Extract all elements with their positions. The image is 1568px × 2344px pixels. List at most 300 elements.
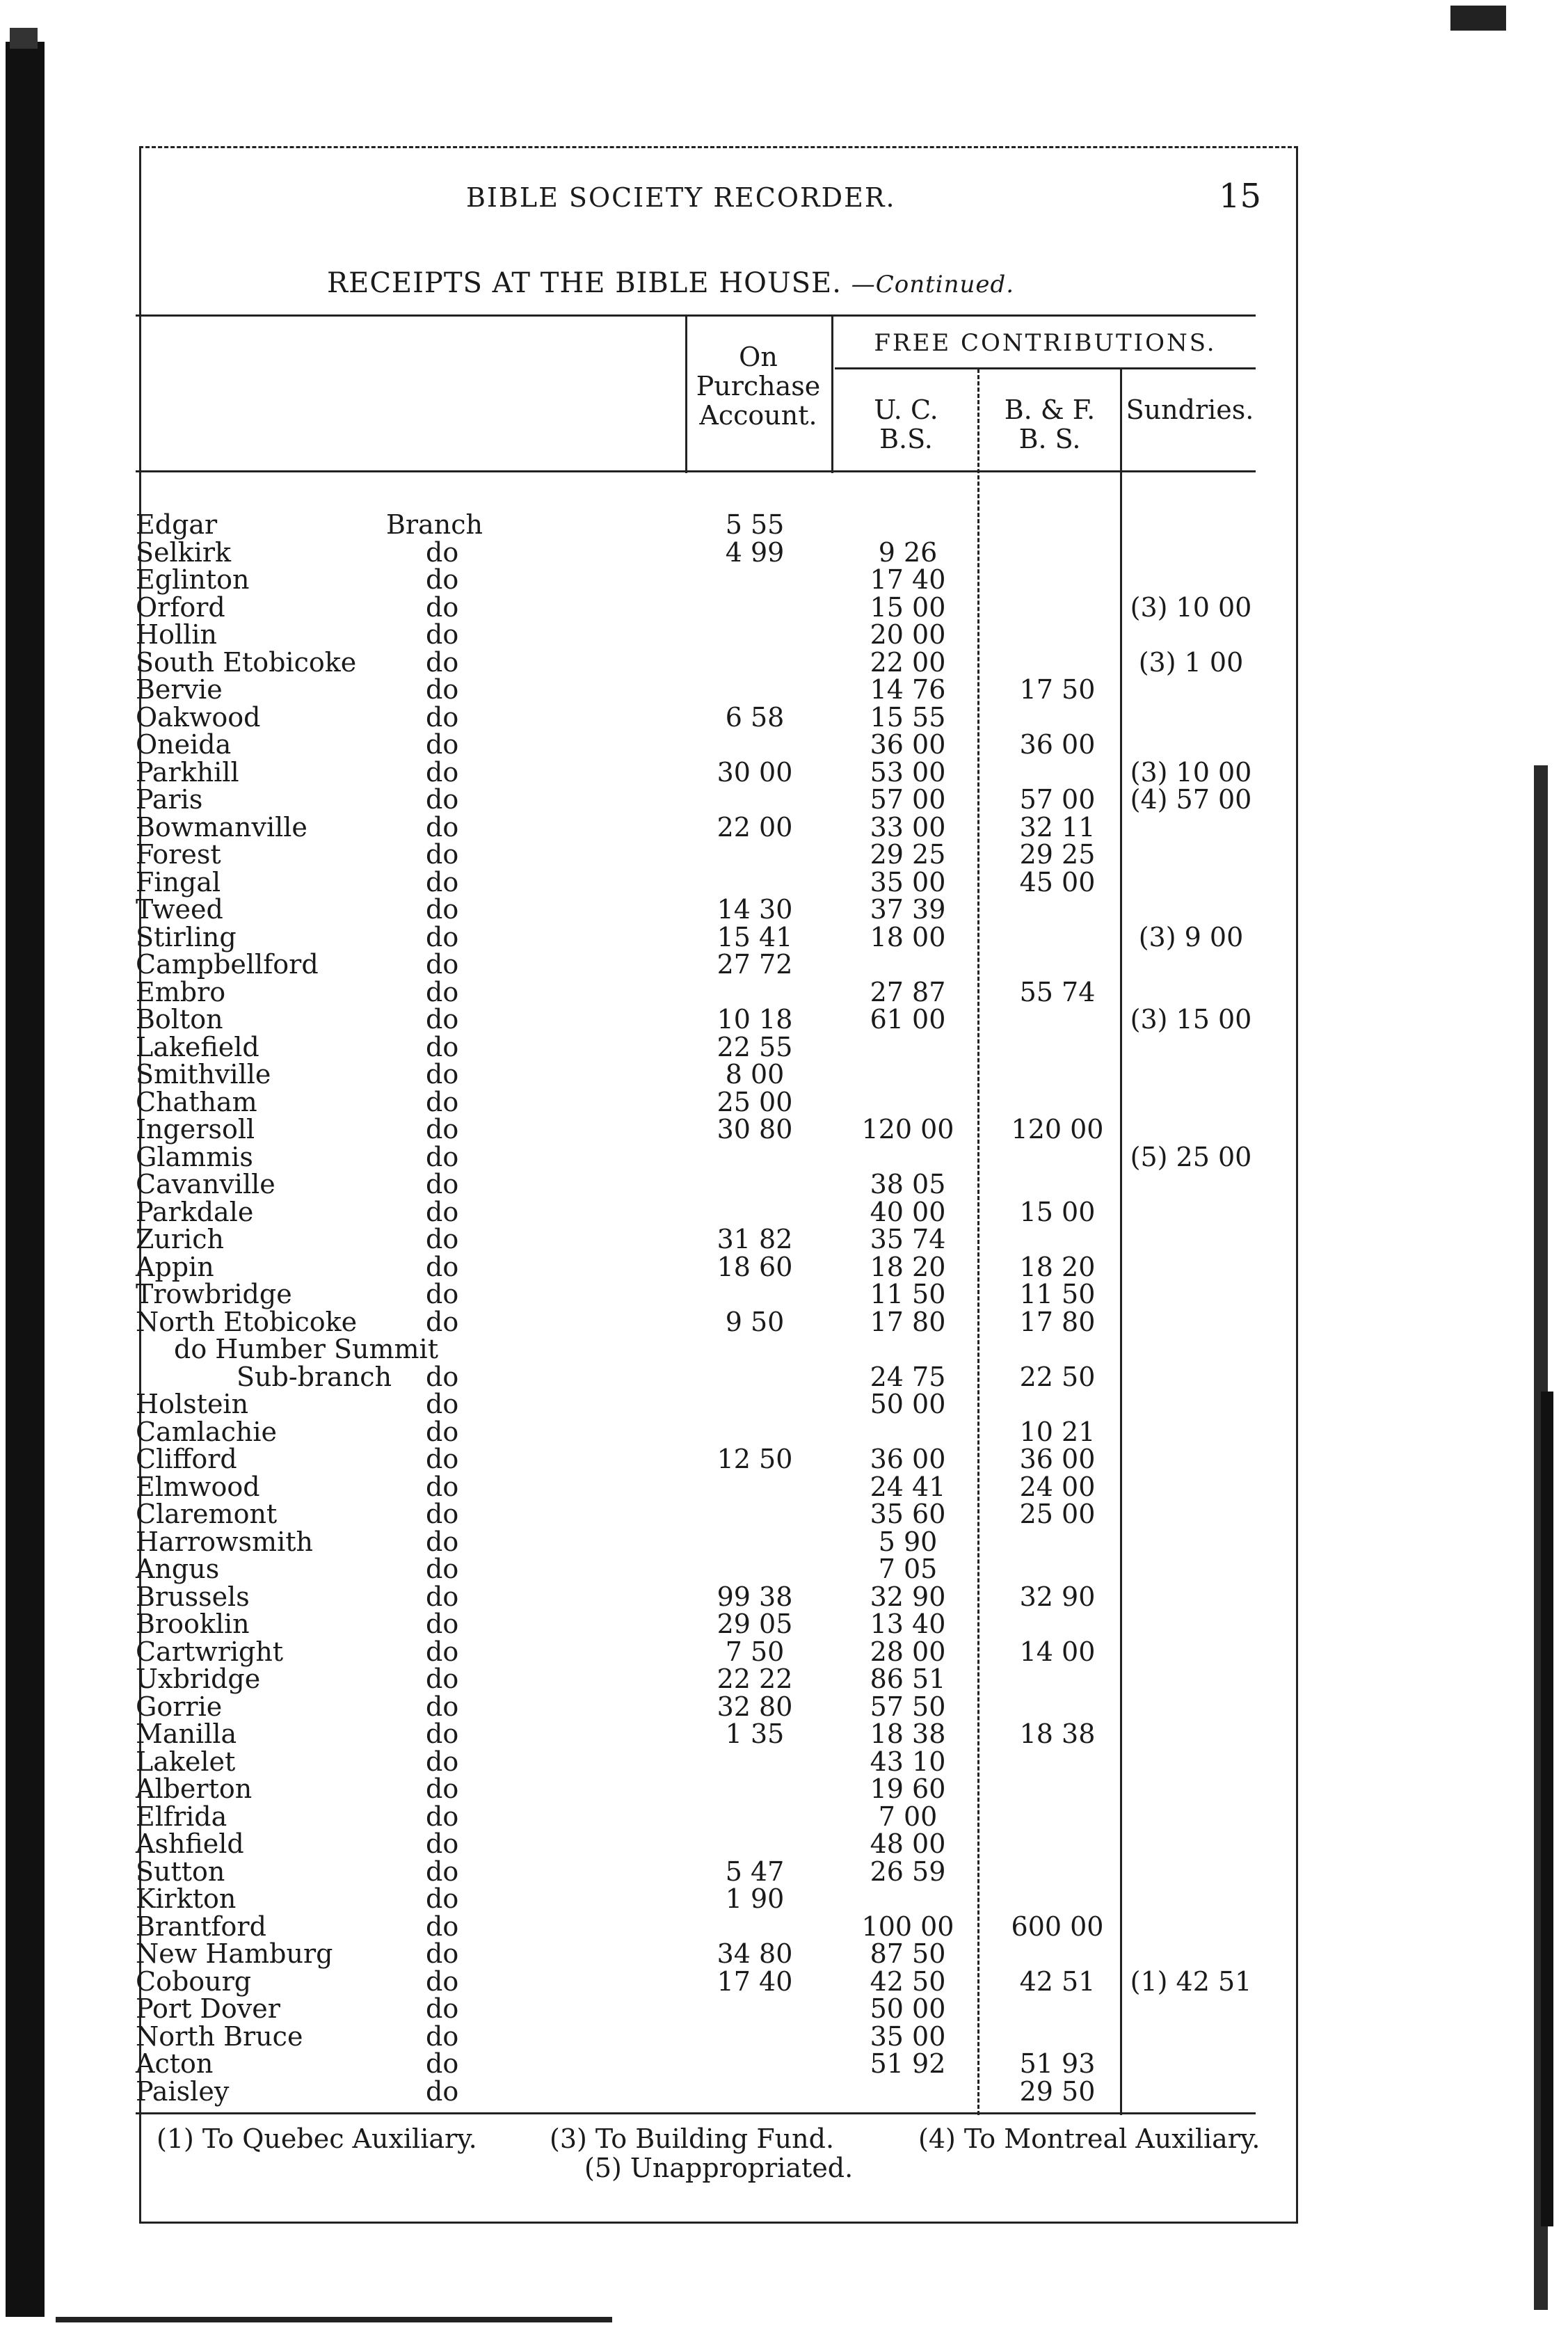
row-place-name: Zurich xyxy=(136,1224,224,1254)
dot-leader xyxy=(490,686,678,699)
table-row xyxy=(0,1446,1568,1473)
dot-leader xyxy=(987,1620,1115,1633)
cell-bfbs: 18 38 xyxy=(1019,1719,1096,1749)
table-row xyxy=(0,1336,1568,1363)
row-place-name: Claremont xyxy=(136,1499,278,1529)
dot-leader xyxy=(490,906,678,918)
dot-leader xyxy=(987,1538,1115,1551)
dot-leader xyxy=(490,1648,678,1661)
dot-leader xyxy=(1128,1291,1254,1303)
cell-purchase: 15 41 xyxy=(717,921,793,952)
table-row xyxy=(0,1773,1568,1804)
cell-bfbs: 29 50 xyxy=(1019,2075,1096,2107)
cell-ucbs: 35 00 xyxy=(870,866,946,898)
table-row xyxy=(0,646,1568,678)
cell-purchase: 30 00 xyxy=(717,756,793,788)
table-row xyxy=(0,566,1568,593)
cell-ucbs: 14 76 xyxy=(870,674,946,705)
row-place-name: Lakefield xyxy=(136,1031,259,1062)
row-type: do xyxy=(426,811,459,843)
row-place-name: Port Dover xyxy=(136,1993,280,2024)
row-place-name: Parkhill xyxy=(136,756,239,788)
row-place-name: Clifford xyxy=(136,1444,237,1474)
table-row xyxy=(0,1031,1568,1062)
dot-leader xyxy=(987,1675,1115,1688)
table-row xyxy=(0,1556,1568,1583)
cell-ucbs: 24 41 xyxy=(870,1471,946,1502)
dot-leader xyxy=(1128,549,1254,561)
dot-leader xyxy=(490,659,678,671)
table-row xyxy=(0,1086,1568,1117)
dot-leader xyxy=(1128,1703,1254,1716)
dot-leader xyxy=(987,714,1115,726)
row-type: do xyxy=(426,976,459,1007)
row-place-name: North Bruce xyxy=(136,2020,303,2052)
dot-leader xyxy=(987,769,1115,781)
table-row xyxy=(0,1306,1568,1337)
cell-bfbs: 55 74 xyxy=(1019,976,1096,1007)
dot-leader xyxy=(691,1154,818,1166)
cell-purchase: 34 80 xyxy=(717,1938,793,1969)
dot-leader xyxy=(1128,714,1254,726)
dot-leader xyxy=(490,1895,678,1908)
cell-purchase: 17 40 xyxy=(717,1966,793,1997)
dot-leader xyxy=(1128,1758,1254,1771)
table-row xyxy=(0,621,1568,648)
purchase-right-rule xyxy=(831,317,833,473)
dot-leader xyxy=(1128,1456,1254,1468)
table-row xyxy=(0,1666,1568,1693)
row-place-name: New Hamburg xyxy=(136,1938,333,1969)
dot-leader xyxy=(1128,631,1254,644)
cell-ucbs: 57 50 xyxy=(870,1691,946,1722)
dot-leader xyxy=(490,796,678,808)
cell-purchase: 27 72 xyxy=(717,949,793,980)
dot-leader xyxy=(490,879,678,891)
cell-purchase: 22 22 xyxy=(717,1664,793,1694)
dot-leader xyxy=(490,1620,678,1633)
row-place-name: Chatham xyxy=(136,1086,257,1117)
table-row xyxy=(0,701,1568,733)
cell-purchase: 99 38 xyxy=(717,1581,793,1612)
dot-leader xyxy=(691,2088,818,2100)
row-type: do xyxy=(426,921,459,952)
table-row xyxy=(0,1693,1568,1721)
cell-purchase: 1 35 xyxy=(725,1719,785,1749)
free-contributions-header: FREE CONTRIBUTIONS. xyxy=(874,329,1217,357)
row-place-name: Kirkton xyxy=(136,1883,237,1914)
row-type: do xyxy=(426,1141,459,1172)
dot-leader xyxy=(691,1923,818,1936)
cell-ucbs: 27 87 xyxy=(870,976,946,1007)
row-type: do xyxy=(426,1086,459,1117)
dot-leader xyxy=(490,604,678,616)
row-type: do xyxy=(426,839,459,870)
dot-leader xyxy=(490,1758,678,1771)
cell-sundries: (4) 57 00 xyxy=(1130,784,1252,815)
row-place-name: Angus xyxy=(136,1554,220,1584)
table-row xyxy=(0,1940,1568,1968)
row-type: do xyxy=(426,1059,459,1090)
cell-bfbs: 51 93 xyxy=(1019,2048,1096,2079)
dot-leader xyxy=(987,906,1115,918)
sundries-header: Sundries. xyxy=(1126,394,1254,425)
dot-leader xyxy=(987,1785,1115,1798)
dot-leader xyxy=(1128,1236,1254,1248)
row-type: do xyxy=(426,1746,459,1777)
cell-ucbs: 15 00 xyxy=(870,591,946,623)
dot-leader xyxy=(490,2033,678,2046)
footer-rule xyxy=(136,2112,1256,2114)
cell-ucbs: 120 00 xyxy=(861,1114,954,1145)
cell-purchase: 31 82 xyxy=(717,1224,793,1254)
table-row xyxy=(0,1226,1568,1253)
row-place-name: Manilla xyxy=(136,1719,237,1749)
dot-leader xyxy=(1128,1099,1254,1111)
dot-leader xyxy=(1128,1620,1254,1633)
dot-leader xyxy=(987,1016,1115,1028)
cell-ucbs: 37 39 xyxy=(870,894,946,925)
dot-leader xyxy=(490,631,678,644)
dot-leader xyxy=(987,2033,1115,2046)
dot-leader xyxy=(691,1428,818,1441)
cell-sundries: (1) 42 51 xyxy=(1130,1966,1252,1997)
cell-ucbs: 86 51 xyxy=(870,1664,946,1694)
dot-leader xyxy=(691,1181,818,1193)
dot-leader xyxy=(841,1895,975,1908)
dot-leader xyxy=(987,1813,1115,1826)
dot-leader xyxy=(691,2005,818,2018)
table-row xyxy=(0,866,1568,898)
cell-purchase: 25 00 xyxy=(717,1086,793,1117)
dot-leader xyxy=(490,1950,678,1963)
dot-leader xyxy=(841,1071,975,1083)
dot-leader xyxy=(490,1044,678,1056)
dot-leader xyxy=(691,604,818,616)
table-row xyxy=(0,2020,1568,2052)
row-type: do xyxy=(426,1636,459,1667)
dot-leader xyxy=(490,1099,678,1111)
dot-leader xyxy=(691,686,818,699)
table-row xyxy=(0,1281,1568,1308)
cell-ucbs: 50 00 xyxy=(870,1993,946,2024)
cell-ucbs: 18 38 xyxy=(870,1719,946,1749)
table-row xyxy=(0,1361,1568,1392)
cell-bfbs: 36 00 xyxy=(1019,1444,1096,1474)
cell-bfbs: 24 00 xyxy=(1019,1471,1096,1502)
dot-leader xyxy=(1128,1126,1254,1138)
free-contrib-rule xyxy=(835,367,1256,369)
cell-ucbs: 28 00 xyxy=(870,1636,946,1667)
dot-leader xyxy=(494,521,678,534)
dot-leader xyxy=(1128,1785,1254,1798)
row-place-name: Bervie xyxy=(136,674,223,705)
table-row xyxy=(0,1061,1568,1088)
table-row xyxy=(0,1581,1568,1612)
dot-leader xyxy=(987,1565,1115,1578)
cell-purchase: 32 80 xyxy=(717,1691,793,1722)
cell-purchase: 29 05 xyxy=(717,1609,793,1639)
table-row xyxy=(0,976,1568,1007)
row-type: do xyxy=(426,1224,459,1254)
dot-leader xyxy=(1128,1401,1254,1413)
table-row xyxy=(0,841,1568,868)
row-type: do xyxy=(426,646,459,678)
cell-ucbs: 87 50 xyxy=(870,1938,946,1969)
cell-sundries: (3) 1 00 xyxy=(1138,646,1244,678)
dot-leader xyxy=(1128,1428,1254,1441)
footnote-5: (5) Unappropriated. xyxy=(584,2153,854,2183)
dot-leader xyxy=(987,934,1115,946)
dot-leader xyxy=(691,1565,818,1578)
row-place-name: Eglinton xyxy=(136,564,250,595)
row-place-name: Hollin xyxy=(136,619,217,650)
row-type: do xyxy=(426,2048,459,2079)
cell-ucbs: 35 74 xyxy=(870,1224,946,1254)
cell-sundries: (5) 25 00 xyxy=(1130,1141,1252,1172)
table-row xyxy=(0,1636,1568,1667)
cell-ucbs: 53 00 xyxy=(870,756,946,788)
dot-leader xyxy=(1128,741,1254,754)
cell-bfbs: 25 00 xyxy=(1019,1499,1096,1529)
cell-ucbs: 33 00 xyxy=(870,811,946,843)
row-type: do xyxy=(426,894,459,925)
ucbs-header-line2: B.S. xyxy=(879,424,933,454)
dot-leader xyxy=(987,961,1115,973)
dot-leader xyxy=(1128,2060,1254,2073)
dot-leader xyxy=(490,1016,678,1028)
cell-ucbs: 19 60 xyxy=(870,1773,946,1804)
row-type: do xyxy=(426,949,459,980)
dot-leader xyxy=(1128,686,1254,699)
dot-leader xyxy=(1128,851,1254,863)
table-row xyxy=(0,1611,1568,1638)
bfbs-header-line1: B. & F. xyxy=(1004,394,1096,425)
row-place-name: Embro xyxy=(136,976,226,1007)
cell-ucbs: 57 00 xyxy=(870,784,946,815)
cell-bfbs: 600 00 xyxy=(1011,1911,1104,1942)
row-place-name: Campbellford xyxy=(136,949,319,980)
cell-ucbs: 36 00 xyxy=(870,729,946,760)
cell-ucbs: 51 92 xyxy=(870,2048,946,2079)
dot-leader xyxy=(490,1071,678,1083)
dot-leader xyxy=(987,1044,1115,1056)
cell-ucbs: 29 25 xyxy=(870,839,946,870)
row-type: do xyxy=(426,1444,459,1474)
row-type: do xyxy=(426,674,459,705)
dot-leader xyxy=(490,1209,678,1221)
row-type: do xyxy=(426,1773,459,1804)
dot-leader xyxy=(1128,1510,1254,1523)
ucbs-header xyxy=(835,395,977,454)
cell-bfbs: 42 51 xyxy=(1019,1966,1096,1997)
row-type: do xyxy=(426,1719,459,1749)
cell-ucbs: 35 00 xyxy=(870,2020,946,2052)
row-place-name: Parkdale xyxy=(136,1196,254,1227)
cell-bfbs: 17 80 xyxy=(1019,1306,1096,1337)
cell-purchase: 4 99 xyxy=(725,536,785,568)
cell-ucbs: 61 00 xyxy=(870,1004,946,1035)
dot-leader xyxy=(490,1291,678,1303)
cell-ucbs: 22 00 xyxy=(870,646,946,678)
row-place-name: Brussels xyxy=(136,1581,250,1612)
dot-leader xyxy=(1128,1181,1254,1193)
dot-leader xyxy=(490,2060,678,2073)
cell-bfbs: 11 50 xyxy=(1019,1279,1096,1309)
row-type: Branch xyxy=(386,509,483,540)
dot-leader xyxy=(490,2005,678,2018)
dot-leader xyxy=(490,549,678,561)
dot-leader xyxy=(987,521,1115,534)
table-row xyxy=(0,811,1568,843)
row-type: do xyxy=(426,1828,459,1859)
dot-leader xyxy=(987,1071,1115,1083)
dot-leader xyxy=(987,1181,1115,1193)
footnote-1: (1) To Quebec Auxiliary. xyxy=(157,2123,477,2154)
row-place-name: Edgar xyxy=(136,509,218,540)
dot-leader xyxy=(987,549,1115,561)
cell-purchase: 5 55 xyxy=(725,509,785,540)
cell-bfbs: 14 00 xyxy=(1019,1636,1096,1667)
table-row xyxy=(0,1858,1568,1885)
dot-leader xyxy=(691,2060,818,2073)
cell-purchase: 9 50 xyxy=(725,1306,785,1337)
dot-leader xyxy=(1128,1263,1254,1276)
row-place-name: Sutton xyxy=(136,1856,225,1887)
section-title-text: RECEIPTS AT THE BIBLE HOUSE. xyxy=(327,267,842,299)
dot-leader xyxy=(490,1703,678,1716)
dot-leader xyxy=(691,879,818,891)
cell-purchase: 30 80 xyxy=(717,1114,793,1145)
cell-ucbs: 38 05 xyxy=(870,1169,946,1199)
cell-ucbs: 18 00 xyxy=(870,921,946,952)
cell-bfbs: 17 50 xyxy=(1019,674,1096,705)
dot-leader xyxy=(490,989,678,1001)
row-place-name: Paris xyxy=(136,784,203,815)
dot-leader xyxy=(1128,1373,1254,1386)
dot-leader xyxy=(490,1868,678,1881)
cell-purchase: 10 18 xyxy=(717,1004,793,1035)
cell-bfbs: 10 21 xyxy=(1019,1416,1096,1447)
row-type: do xyxy=(426,2020,459,2052)
row-place-name: Oneida xyxy=(136,729,232,760)
cell-sundries: (3) 10 00 xyxy=(1130,591,1252,623)
dot-leader xyxy=(691,1785,818,1798)
purchase-header-line1: On xyxy=(739,342,778,372)
section-title-continued: —Continued. xyxy=(851,271,1015,298)
cell-bfbs: 32 11 xyxy=(1019,811,1096,843)
row-type: do xyxy=(426,591,459,623)
dot-leader xyxy=(1128,961,1254,973)
row-place-name: North Etobicoke xyxy=(136,1306,358,1337)
dot-leader xyxy=(987,1154,1115,1166)
dot-leader xyxy=(490,769,678,781)
cell-ucbs: 7 00 xyxy=(878,1801,938,1832)
cell-sundries: (3) 10 00 xyxy=(1130,756,1252,788)
row-place-name: Harrowsmith xyxy=(136,1526,313,1557)
cell-bfbs: 120 00 xyxy=(1011,1114,1104,1145)
cell-ucbs: 50 00 xyxy=(870,1389,946,1419)
dot-leader xyxy=(841,2088,975,2100)
table-row xyxy=(0,591,1568,623)
dot-leader xyxy=(490,934,678,946)
row-place-name: Cartwright xyxy=(136,1636,284,1667)
table-row xyxy=(0,511,1568,539)
row-type: do xyxy=(426,1911,459,1942)
table-row xyxy=(0,731,1568,758)
row-type: do xyxy=(426,1801,459,1832)
dot-leader xyxy=(691,1758,818,1771)
table-row xyxy=(0,1526,1568,1557)
cell-purchase: 12 50 xyxy=(717,1444,793,1474)
dot-leader xyxy=(490,1730,678,1743)
table-row xyxy=(0,1501,1568,1528)
dot-leader xyxy=(691,659,818,671)
cell-ucbs: 18 20 xyxy=(870,1251,946,1282)
row-place-name: Oakwood xyxy=(136,701,261,733)
table-row xyxy=(0,2050,1568,2078)
row-type: do xyxy=(426,1389,459,1419)
row-type: do xyxy=(426,1416,459,1447)
table-row xyxy=(0,756,1568,788)
row-type: do xyxy=(426,1031,459,1062)
dot-leader xyxy=(490,1565,678,1578)
dot-leader xyxy=(987,2005,1115,2018)
table-row xyxy=(0,1968,1568,1995)
table-row xyxy=(0,2075,1568,2107)
row-place-name: Tweed xyxy=(136,894,223,925)
row-type: do xyxy=(426,1004,459,1035)
dot-leader xyxy=(1128,1538,1254,1551)
table-row xyxy=(0,921,1568,952)
row-type: do xyxy=(426,1306,459,1337)
dot-leader xyxy=(987,1401,1115,1413)
table-row xyxy=(0,1006,1568,1033)
section-title xyxy=(327,267,1014,299)
cell-ucbs: 11 50 xyxy=(870,1279,946,1309)
dot-leader xyxy=(987,1236,1115,1248)
row-type: do xyxy=(426,1526,459,1557)
row-place-name: Acton xyxy=(136,2048,214,2079)
row-type: do xyxy=(426,1581,459,1612)
table-row xyxy=(0,1196,1568,1227)
dot-leader xyxy=(490,1154,678,1166)
dot-leader xyxy=(490,1181,678,1193)
cell-ucbs: 36 00 xyxy=(870,1444,946,1474)
cell-ucbs: 26 59 xyxy=(870,1856,946,1887)
row-place-name: Holstein xyxy=(136,1389,249,1419)
row-type: do xyxy=(426,1609,459,1639)
dot-leader xyxy=(1128,1648,1254,1661)
row-place-name: Stirling xyxy=(136,921,237,952)
row-type: do xyxy=(426,866,459,898)
row-place-name: Sub-branch xyxy=(237,1361,392,1392)
purchase-account-header xyxy=(685,342,831,430)
cell-bfbs: 32 90 xyxy=(1019,1581,1096,1612)
dot-leader xyxy=(691,1840,818,1853)
dot-leader xyxy=(490,1785,678,1798)
cell-purchase: 22 55 xyxy=(717,1031,793,1062)
cell-ucbs: 17 40 xyxy=(870,564,946,595)
dot-leader xyxy=(490,1428,678,1441)
row-type: do xyxy=(426,1938,459,1969)
row-type: do xyxy=(426,1169,459,1199)
spine-top-mark xyxy=(10,28,38,49)
running-title: BIBLE SOCIETY RECORDER. xyxy=(466,182,896,213)
row-place-name: Alberton xyxy=(136,1773,253,1804)
table-row xyxy=(0,1721,1568,1748)
cell-purchase: 8 00 xyxy=(725,1059,785,1090)
